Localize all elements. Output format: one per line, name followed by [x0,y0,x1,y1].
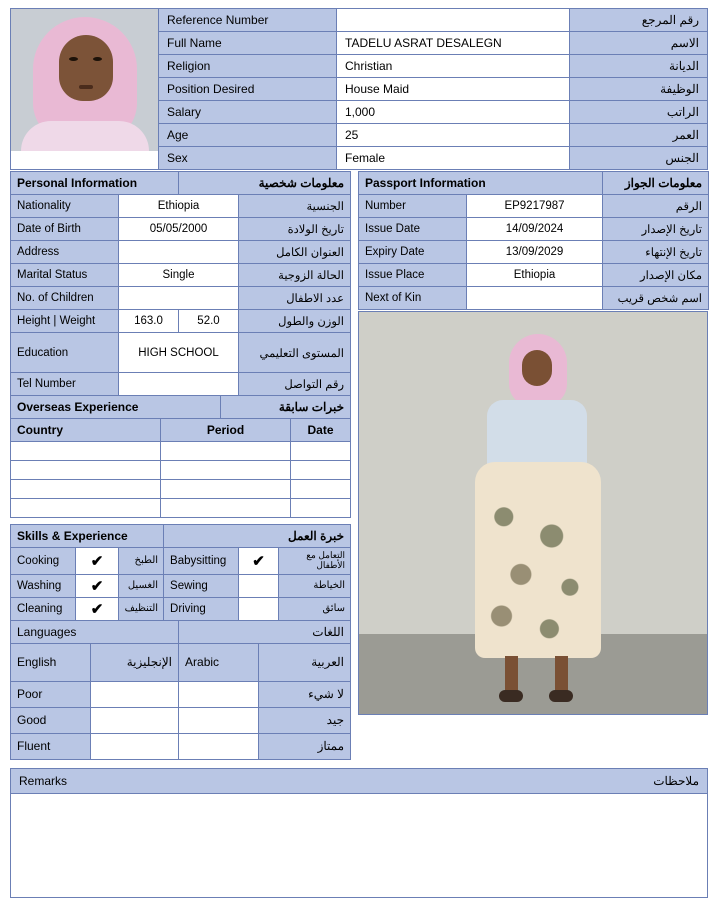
field-arabic-issue-date: تاريخ الإصدار [603,218,709,241]
table-row [11,396,351,419]
field-value-next-of-kin[interactable] [467,287,603,310]
table-row [359,287,709,310]
personal-information-table [10,171,351,396]
field-label-issue-place: Issue Place [359,264,467,287]
skill-arabic-cleaning: التنظيف [119,597,164,620]
field-value-age[interactable]: 25 [337,124,570,147]
field-label-next-of-kin: Next of Kin [359,287,467,310]
table-row [11,310,351,333]
field-value-salary[interactable]: 1,000 [337,101,570,124]
table-row [359,241,709,264]
overseas-period[interactable] [161,461,291,480]
skill-label-driving: Driving [164,597,239,620]
skill-check-washing[interactable]: ✔ [76,574,119,597]
table-row [11,620,351,643]
field-value-education[interactable]: HIGH SCHOOL [119,333,239,373]
field-label-full-name: Full Name [159,32,337,55]
field-value-marital-status[interactable]: Single [119,264,239,287]
field-arabic-religion: الديانة [570,55,708,78]
field-label-passport-number: Number [359,195,467,218]
skill-check-cooking[interactable]: ✔ [76,548,119,575]
language-level-good-arabic: جيد [259,707,351,733]
passport-title-arabic: معلومات الجواز [603,172,709,195]
field-arabic-education: المستوى التعليمي [239,333,351,373]
overseas-country[interactable] [11,442,161,461]
table-row [11,461,351,480]
skill-check-sewing[interactable] [239,574,279,597]
field-value-passport-number[interactable]: EP9217987 [467,195,603,218]
table-header-row [11,419,351,442]
overseas-date[interactable] [291,461,351,480]
field-label-age: Age [159,124,337,147]
remarks-label-arabic: ملاحظات [653,773,699,788]
language-arabic: Arabic [179,643,259,681]
field-label-height-weight: Height | Weight [11,310,119,333]
table-row [11,264,351,287]
main-content [10,171,708,760]
language-good-arabic-check[interactable] [179,707,259,733]
portrait-headshot-cell [11,9,159,170]
overseas-title-arabic: خبرات سابقة [221,396,351,419]
field-value-issue-place[interactable]: Ethiopia [467,264,603,287]
language-fluent-english-check[interactable] [91,733,179,759]
language-english-arabic: الإنجليزية [91,643,179,681]
field-label-salary: Salary [159,101,337,124]
overseas-title: Overseas Experience [11,396,221,419]
table-row [11,373,351,396]
languages-table [10,620,351,760]
field-arabic-tel-number: رقم التواصل [239,373,351,396]
column-header-period: Period [161,419,291,442]
table-row [11,548,351,575]
field-label-tel-number: Tel Number [11,373,119,396]
skill-arabic-sewing: الخياطة [279,574,351,597]
column-header-date: Date [291,419,351,442]
table-row [359,264,709,287]
overseas-country[interactable] [11,461,161,480]
full-body-photo [358,311,708,715]
overseas-period[interactable] [161,499,291,518]
language-poor-arabic-check[interactable] [179,681,259,707]
field-label-education: Education [11,333,119,373]
field-label-expiry-date: Expiry Date [359,241,467,264]
skills-experience-table [10,524,351,621]
field-value-tel-number[interactable] [119,373,239,396]
language-level-good: Good [11,707,91,733]
language-poor-english-check[interactable] [91,681,179,707]
field-arabic-full-name: الاسم [570,32,708,55]
table-row [11,218,351,241]
table-row [11,597,351,620]
field-label-address: Address [11,241,119,264]
field-arabic-nationality: الجنسية [239,195,351,218]
skills-title: Skills & Experience [11,525,164,548]
remarks-input[interactable] [10,794,708,898]
language-level-fluent-arabic: ممتاز [259,733,351,759]
field-value-nationality[interactable]: Ethiopia [119,195,239,218]
skill-label-sewing: Sewing [164,574,239,597]
overseas-experience-table [10,395,351,518]
column-header-country: Country [11,419,161,442]
remarks-label: Remarks [19,773,68,788]
skill-check-driving[interactable] [239,597,279,620]
table-row [359,172,709,195]
overseas-date[interactable] [291,499,351,518]
field-arabic-position-desired: الوظيفة [570,78,708,101]
table-row [11,333,351,373]
skill-arabic-babysitting: التعامل مع الأطفال [279,548,351,575]
field-label-issue-date: Issue Date [359,218,467,241]
language-good-english-check[interactable] [91,707,179,733]
field-value-position-desired[interactable]: House Maid [337,78,570,101]
field-value-religion[interactable]: Christian [337,55,570,78]
field-arabic-address: العنوان الكامل [239,241,351,264]
skill-arabic-driving: سائق [279,597,351,620]
field-value-full-name[interactable]: TADELU ASRAT DESALEGN [337,32,570,55]
personal-info-title: Personal Information [11,172,179,195]
field-value-expiry-date[interactable]: 13/09/2029 [467,241,603,264]
table-row [11,172,351,195]
overseas-date[interactable] [291,480,351,499]
field-arabic-salary: الراتب [570,101,708,124]
table-row [11,574,351,597]
field-label-marital-status: Marital Status [11,264,119,287]
table-row [11,707,351,733]
right-column [358,171,708,715]
skill-arabic-cooking: الطبخ [119,548,164,575]
skill-check-babysitting[interactable]: ✔ [239,548,279,575]
skill-check-cleaning[interactable]: ✔ [76,597,119,620]
languages-title-arabic: اللغات [179,620,351,643]
table-row [11,525,351,548]
table-row [359,218,709,241]
field-label-position-desired: Position Desired [159,78,337,101]
table-row [11,442,351,461]
skill-label-cooking: Cooking [11,548,76,575]
field-arabic-passport-number: الرقم [603,195,709,218]
table-row [11,499,351,518]
field-value-no-of-children[interactable] [119,287,239,310]
remarks-header [10,768,708,794]
table-row [11,287,351,310]
field-arabic-issue-place: مكان الإصدار [603,264,709,287]
field-label-date-of-birth: Date of Birth [11,218,119,241]
field-label-sex: Sex [159,147,337,170]
language-level-poor-arabic: لا شيء [259,681,351,707]
table-row [359,195,709,218]
header-table [10,8,708,170]
overseas-period[interactable] [161,442,291,461]
language-level-fluent: Fluent [11,733,91,759]
left-column [10,171,350,760]
field-arabic-marital-status: الحالة الزوجية [239,264,351,287]
skill-arabic-washing: الغسيل [119,574,164,597]
overseas-country[interactable] [11,480,161,499]
field-arabic-no-of-children: عدد الاطفال [239,287,351,310]
table-row [11,733,351,759]
language-arabic-arabic: العربية [259,643,351,681]
field-label-no-of-children: No. of Children [11,287,119,310]
skills-title-arabic: خبرة العمل [164,525,351,548]
personal-info-title-arabic: معلومات شخصية [179,172,351,195]
skill-label-cleaning: Cleaning [11,597,76,620]
language-fluent-arabic-check[interactable] [179,733,259,759]
header-section [10,8,708,170]
field-arabic-sex: الجنس [570,147,708,170]
field-value-issue-date[interactable]: 14/09/2024 [467,218,603,241]
table-row [11,9,708,32]
field-label-nationality: Nationality [11,195,119,218]
language-level-poor: Poor [11,681,91,707]
languages-title: Languages [11,620,179,643]
overseas-country[interactable] [11,499,161,518]
field-arabic-date-of-birth: تاريخ الولادة [239,218,351,241]
field-value-height[interactable]: 163.0 [119,310,179,333]
table-row [11,681,351,707]
field-value-weight[interactable]: 52.0 [179,310,239,333]
skill-label-washing: Washing [11,574,76,597]
field-arabic-age: العمر [570,124,708,147]
table-row [11,195,351,218]
remarks-section [10,768,708,898]
field-value-address[interactable] [119,241,239,264]
field-label-religion: Religion [159,55,337,78]
field-value-sex[interactable]: Female [337,147,570,170]
field-value-reference-number[interactable] [337,9,570,32]
field-arabic-next-of-kin: اسم شخص قريب [603,287,709,310]
passport-information-table [358,171,709,310]
field-arabic-height-weight: الوزن والطول [239,310,351,333]
field-arabic-reference-number: رقم المرجع [570,9,708,32]
table-row [11,241,351,264]
field-label-reference-number: Reference Number [159,9,337,32]
headshot-photo [11,9,158,151]
overseas-period[interactable] [161,480,291,499]
table-row [11,480,351,499]
field-value-date-of-birth[interactable]: 05/05/2000 [119,218,239,241]
passport-title: Passport Information [359,172,603,195]
field-arabic-expiry-date: تاريخ الإنتهاء [603,241,709,264]
overseas-date[interactable] [291,442,351,461]
table-row [11,643,351,681]
language-english: English [11,643,91,681]
skill-label-babysitting: Babysitting [164,548,239,575]
